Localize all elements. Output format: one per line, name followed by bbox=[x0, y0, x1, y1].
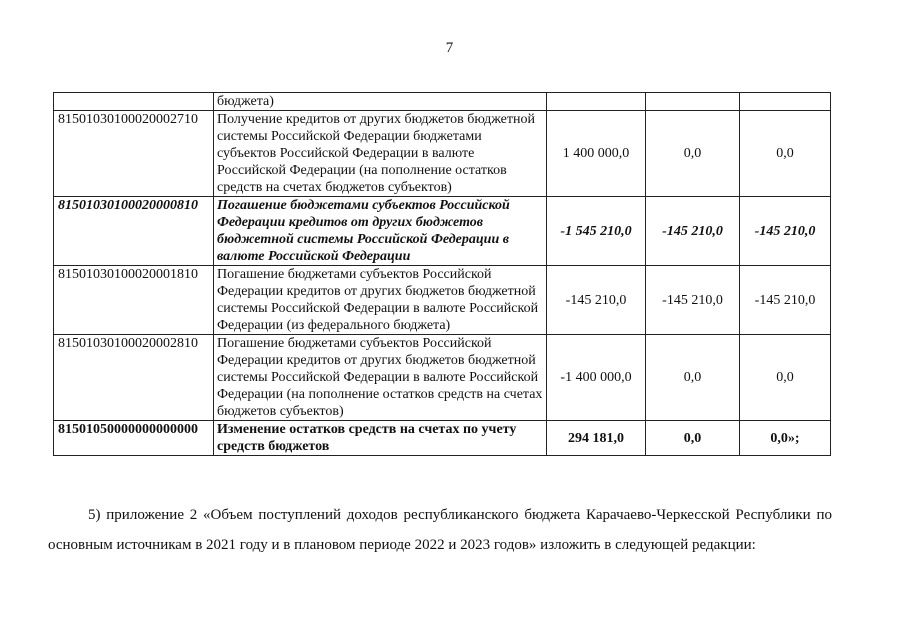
value-2023-cell: 0,0»; bbox=[740, 421, 831, 456]
value-2022-cell: 0,0 bbox=[646, 335, 740, 421]
value-2022-cell: -145 210,0 bbox=[646, 266, 740, 335]
budget-name-cell: Погашение бюджетами субъектов Российской Федерации кредитов от других бюджетов бюджетной системы Российской Федерации в валюте Российской Федерации (на пополнение остатков средств на счетах бюджетов субъектов) bbox=[214, 335, 547, 421]
value-2023-cell bbox=[740, 93, 831, 111]
value-2022-cell: 0,0 bbox=[646, 111, 740, 197]
budget-name-cell: Погашение бюджетами субъектов Российской Федерации кредитов от других бюджетов бюджетной системы Российской Федерации в валюте Российской Федерации (из федерального бюджета) bbox=[214, 266, 547, 335]
budget-name-cell: Погашение бюджетами субъектов Российской Федерации кредитов от других бюджетов бюджетной системы Российской Федерации в валюте Российской Федерации bbox=[214, 197, 547, 266]
table-row bbox=[54, 111, 831, 197]
budget-code-cell: 81501050000000000000 bbox=[54, 421, 214, 456]
amendment-paragraph: 5) приложение 2 «Объем поступлений доходов республиканского бюджета Карачаево-Черкесской Республики по основным источникам в 2021 году и в плановом периоде 2022 и 2023 годов» изложить в следующей редакции: bbox=[48, 507, 832, 553]
value-2023-cell: 0,0 bbox=[740, 111, 831, 197]
budget-code-cell: 81501030100020002710 bbox=[54, 111, 214, 197]
page-number: 7 bbox=[445, 40, 454, 56]
value-2021-cell bbox=[547, 93, 646, 111]
value-2022-cell: 0,0 bbox=[646, 421, 740, 456]
table-row bbox=[54, 335, 831, 421]
budget-sources-table bbox=[53, 92, 831, 456]
value-2023-cell: -145 210,0 bbox=[740, 197, 831, 266]
budget-name-cell: бюджета) bbox=[214, 93, 547, 111]
table-body bbox=[54, 93, 831, 456]
value-2022-cell bbox=[646, 93, 740, 111]
table-row bbox=[54, 266, 831, 335]
budget-code-cell: 81501030100020002810 bbox=[54, 335, 214, 421]
budget-name-cell: Изменение остатков средств на счетах по учету средств бюджетов bbox=[214, 421, 547, 456]
value-2023-cell: -145 210,0 bbox=[740, 266, 831, 335]
value-2021-cell: -145 210,0 bbox=[547, 266, 646, 335]
budget-code-cell: 81501030100020001810 bbox=[54, 266, 214, 335]
table-row bbox=[54, 197, 831, 266]
budget-name-cell: Получение кредитов от других бюджетов бюджетной системы Российской Федерации бюджетами субъектов Российской Федерации в валюте Российской Федерации (на пополнение остатков средств на счетах бюджетов субъектов) bbox=[214, 111, 547, 197]
budget-code-cell: 81501030100020000810 bbox=[54, 197, 214, 266]
value-2021-cell: 1 400 000,0 bbox=[547, 111, 646, 197]
value-2021-cell: -1 545 210,0 bbox=[547, 197, 646, 266]
value-2021-cell: 294 181,0 bbox=[547, 421, 646, 456]
value-2022-cell: -145 210,0 bbox=[646, 197, 740, 266]
table-row bbox=[54, 421, 831, 456]
value-2023-cell: 0,0 bbox=[740, 335, 831, 421]
value-2021-cell: -1 400 000,0 bbox=[547, 335, 646, 421]
table-row bbox=[54, 93, 831, 111]
budget-code-cell bbox=[54, 93, 214, 111]
